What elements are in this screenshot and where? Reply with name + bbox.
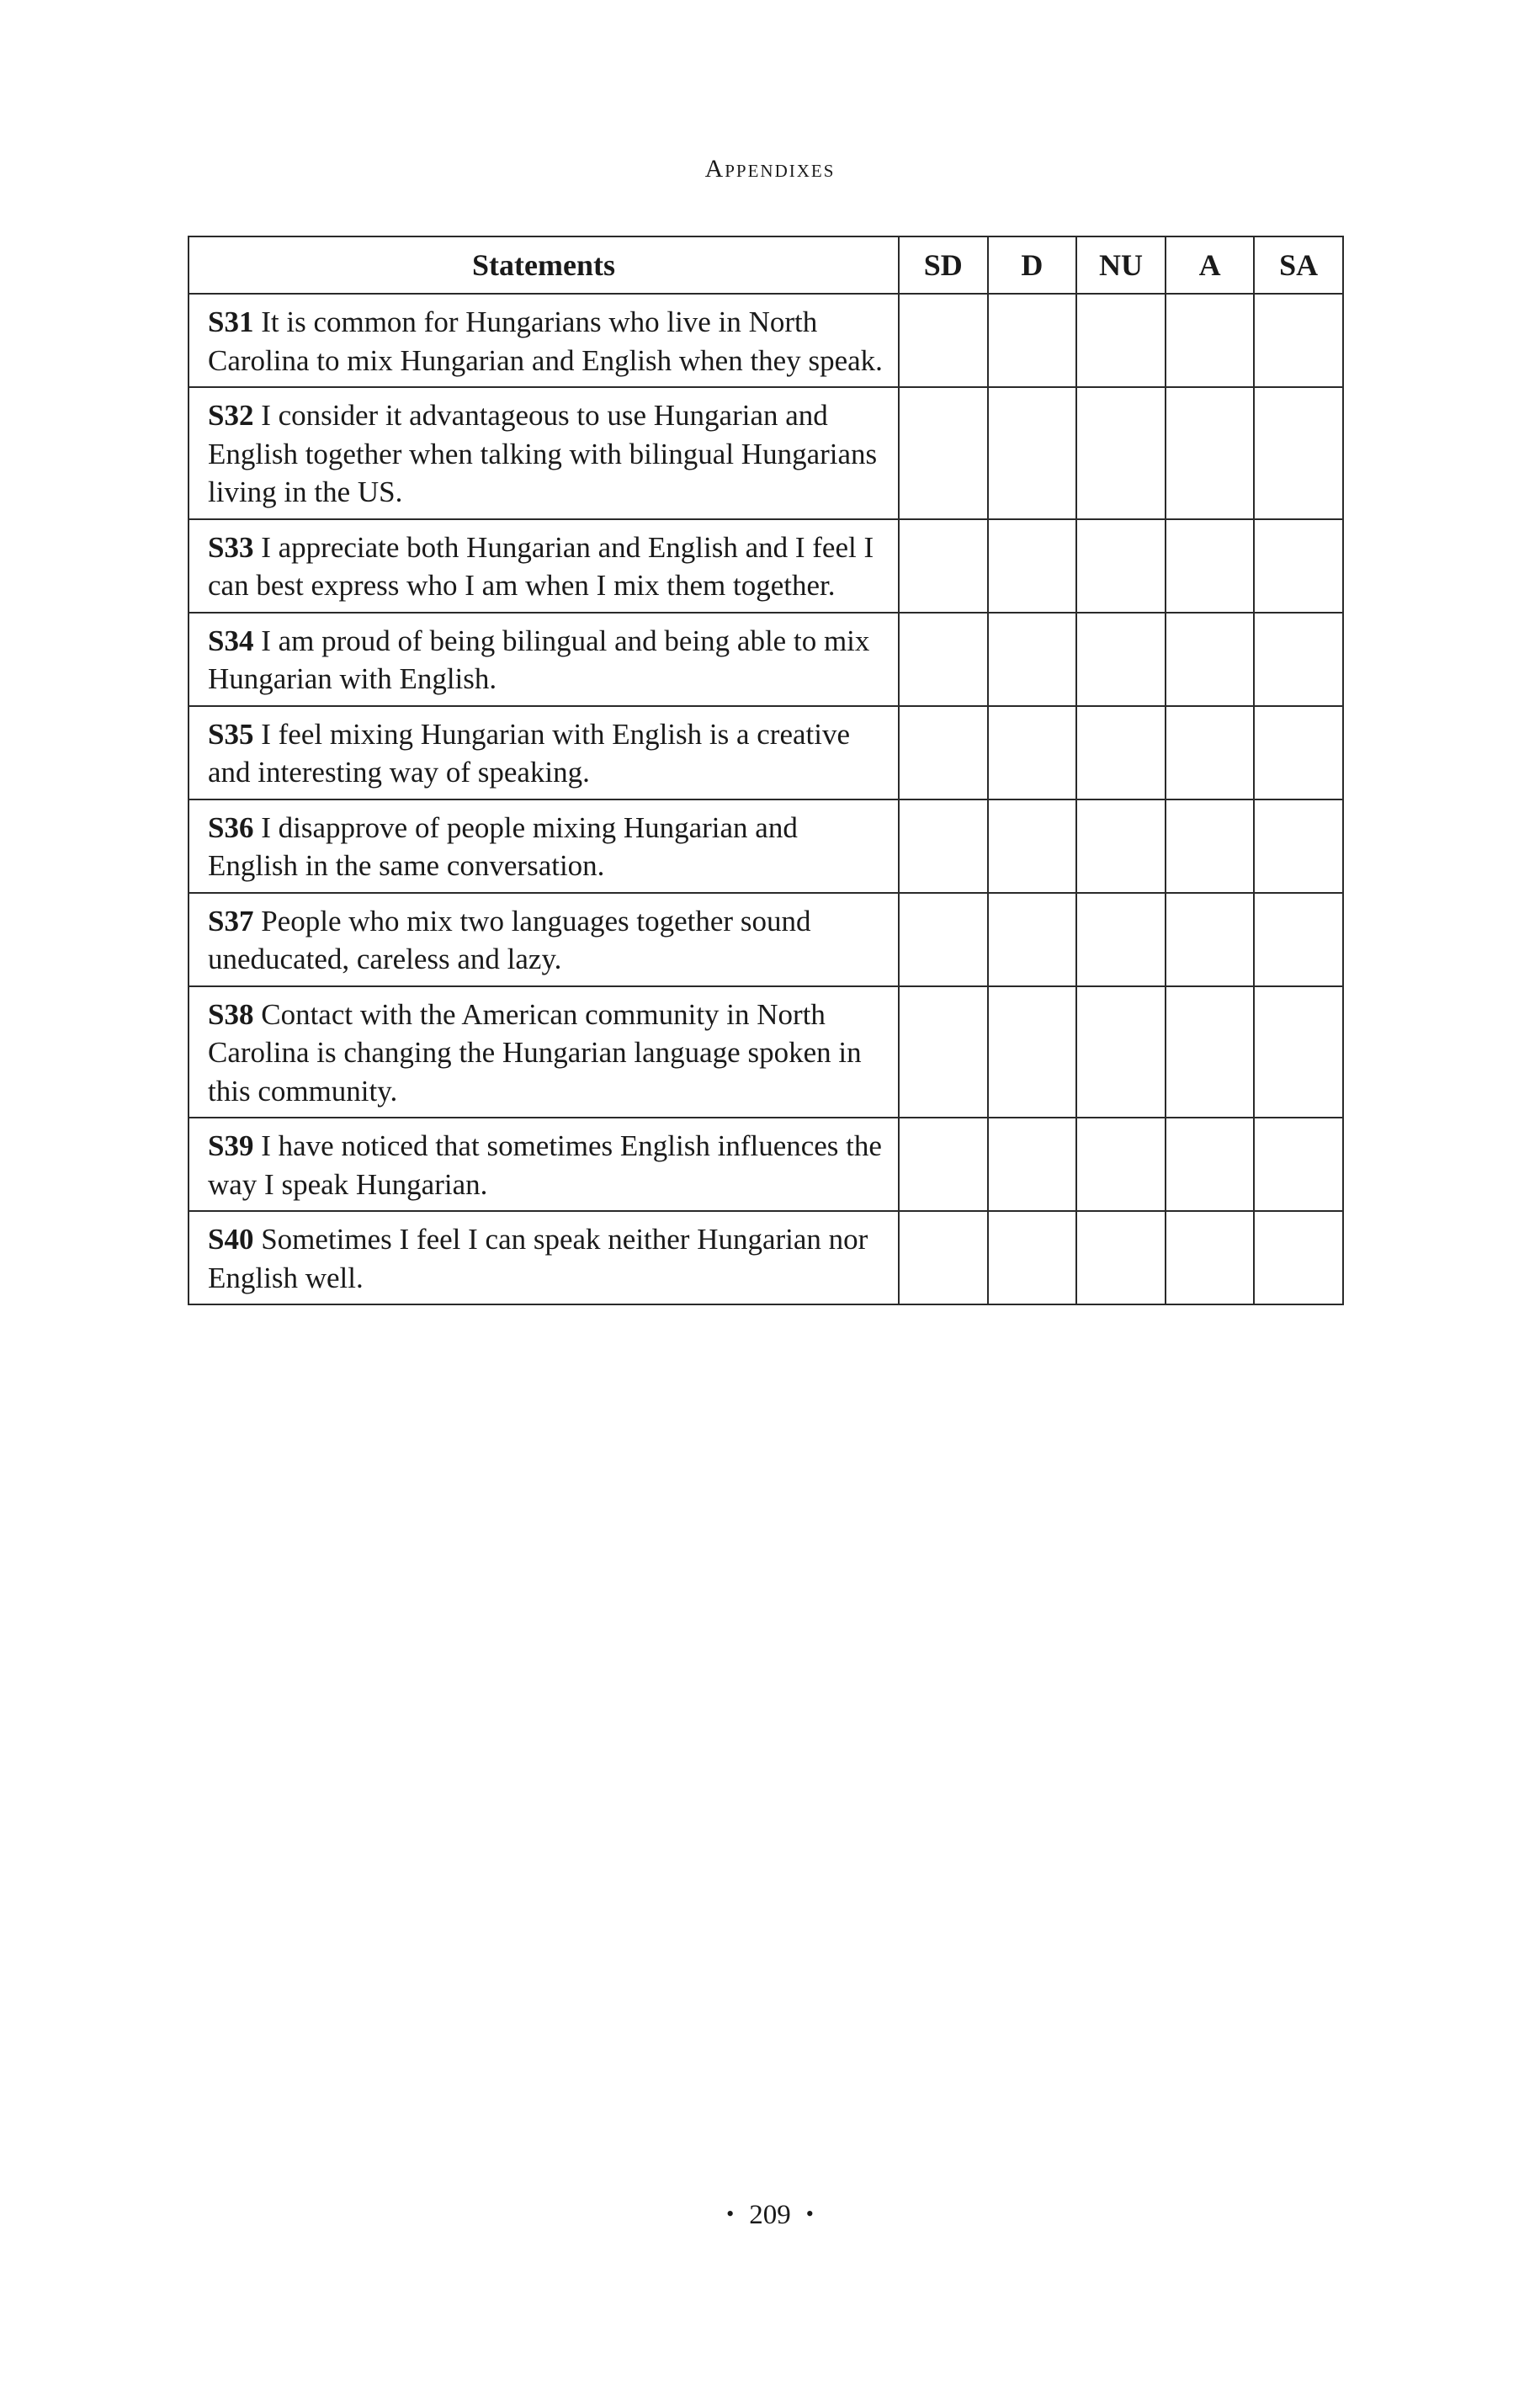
response-cell-nu[interactable] — [1076, 387, 1166, 519]
response-cell-d[interactable] — [988, 893, 1077, 986]
statement-id: S34 — [208, 624, 254, 657]
response-cell-a[interactable] — [1166, 986, 1255, 1118]
header-sd: SD — [899, 236, 988, 294]
statement-id: S37 — [208, 904, 254, 938]
table-header-row — [189, 236, 1343, 294]
response-cell-d[interactable] — [988, 799, 1077, 893]
response-cell-sd[interactable] — [899, 519, 988, 613]
response-cell-a[interactable] — [1166, 613, 1255, 706]
statement-cell — [189, 706, 899, 799]
response-cell-d[interactable] — [988, 706, 1077, 799]
statement-text: It is common for Hungarians who live in North Carolina to mix Hungarian and English when they speak. — [208, 305, 883, 377]
response-cell-d[interactable] — [988, 1118, 1077, 1211]
table-row — [189, 519, 1343, 613]
table-row — [189, 1118, 1343, 1211]
statement-text: People who mix two languages together sound uneducated, careless and lazy. — [208, 904, 811, 975]
statement-id: S32 — [208, 399, 254, 432]
statement-id: S35 — [208, 717, 254, 751]
statement-id: S38 — [208, 997, 254, 1031]
statement-id: S39 — [208, 1129, 254, 1162]
statement-id: S33 — [208, 530, 254, 564]
response-cell-nu[interactable] — [1076, 613, 1166, 706]
response-cell-a[interactable] — [1166, 893, 1255, 986]
table-row — [189, 706, 1343, 799]
table-row — [189, 294, 1343, 387]
statement-cell — [189, 1118, 899, 1211]
statement-id: S31 — [208, 305, 254, 338]
response-cell-sd[interactable] — [899, 387, 988, 519]
response-cell-d[interactable] — [988, 294, 1077, 387]
response-cell-d[interactable] — [988, 1211, 1077, 1304]
response-cell-d[interactable] — [988, 519, 1077, 613]
table-row — [189, 986, 1343, 1118]
table-row — [189, 613, 1343, 706]
response-cell-nu[interactable] — [1076, 1211, 1166, 1304]
response-cell-sa[interactable] — [1254, 706, 1343, 799]
response-cell-a[interactable] — [1166, 519, 1255, 613]
response-cell-nu[interactable] — [1076, 799, 1166, 893]
statement-cell — [189, 893, 899, 986]
response-cell-sd[interactable] — [899, 613, 988, 706]
running-head: Appendixes — [704, 155, 836, 183]
statement-cell — [189, 294, 899, 387]
response-cell-sa[interactable] — [1254, 519, 1343, 613]
statement-text: Sometimes I feel I can speak neither Hungarian nor English well. — [208, 1223, 868, 1294]
bullet-icon: • — [726, 2202, 735, 2226]
response-cell-nu[interactable] — [1076, 986, 1166, 1118]
response-cell-sd[interactable] — [899, 706, 988, 799]
header-d: D — [988, 236, 1077, 294]
page-number-value: 209 — [749, 2200, 791, 2230]
response-cell-nu[interactable] — [1076, 893, 1166, 986]
response-cell-a[interactable] — [1166, 1118, 1255, 1211]
header-a: A — [1166, 236, 1255, 294]
response-cell-nu[interactable] — [1076, 294, 1166, 387]
statement-id: S36 — [208, 810, 254, 844]
response-cell-sa[interactable] — [1254, 294, 1343, 387]
statement-text: I consider it advantageous to use Hungarian and English together when talking with bilingual Hungarians living in the US. — [208, 399, 878, 508]
statement-cell — [189, 1211, 899, 1304]
response-cell-sa[interactable] — [1254, 1211, 1343, 1304]
response-cell-sd[interactable] — [899, 986, 988, 1118]
statement-text: I feel mixing Hungarian with English is a creative and interesting way of speaking. — [208, 717, 851, 789]
response-cell-d[interactable] — [988, 387, 1077, 519]
statement-text: Contact with the American community in North Carolina is changing the Hungarian language spoken in this community. — [208, 997, 862, 1108]
response-cell-sa[interactable] — [1254, 986, 1343, 1118]
response-cell-sa[interactable] — [1254, 799, 1343, 893]
response-cell-a[interactable] — [1166, 706, 1255, 799]
response-cell-sd[interactable] — [899, 294, 988, 387]
response-cell-sa[interactable] — [1254, 893, 1343, 986]
response-cell-a[interactable] — [1166, 387, 1255, 519]
response-cell-a[interactable] — [1166, 799, 1255, 893]
header-statements: Statements — [189, 236, 899, 294]
statement-cell — [189, 986, 899, 1118]
bullet-icon: • — [805, 2202, 814, 2226]
response-cell-d[interactable] — [988, 986, 1077, 1118]
response-cell-nu[interactable] — [1076, 519, 1166, 613]
statement-text: I am proud of being bilingual and being able to mix Hungarian with English. — [208, 624, 870, 695]
response-cell-sd[interactable] — [899, 1211, 988, 1304]
statement-cell — [189, 799, 899, 893]
response-cell-a[interactable] — [1166, 1211, 1255, 1304]
response-cell-sd[interactable] — [899, 799, 988, 893]
statement-text: I disapprove of people mixing Hungarian and English in the same conversation. — [208, 810, 798, 882]
header-nu: NU — [1076, 236, 1166, 294]
response-cell-sd[interactable] — [899, 1118, 988, 1211]
statement-cell — [189, 387, 899, 519]
table-row — [189, 387, 1343, 519]
response-cell-sa[interactable] — [1254, 1118, 1343, 1211]
page-number — [0, 2200, 1540, 2231]
response-cell-nu[interactable] — [1076, 1118, 1166, 1211]
response-cell-sd[interactable] — [899, 893, 988, 986]
statement-cell — [189, 613, 899, 706]
table-row — [189, 799, 1343, 893]
statement-text: I appreciate both Hungarian and English and I feel I can best express who I am when I mix them together. — [208, 530, 874, 602]
header-sa: SA — [1254, 236, 1343, 294]
response-cell-d[interactable] — [988, 613, 1077, 706]
response-cell-sa[interactable] — [1254, 613, 1343, 706]
statement-text: I have noticed that sometimes English influences the way I speak Hungarian. — [208, 1129, 882, 1201]
table-row — [189, 893, 1343, 986]
response-cell-nu[interactable] — [1076, 706, 1166, 799]
statement-id: S40 — [208, 1223, 254, 1256]
response-cell-a[interactable] — [1166, 294, 1255, 387]
table-row — [189, 1211, 1343, 1304]
statement-cell — [189, 519, 899, 613]
response-cell-sa[interactable] — [1254, 387, 1343, 519]
survey-table — [188, 236, 1344, 1305]
